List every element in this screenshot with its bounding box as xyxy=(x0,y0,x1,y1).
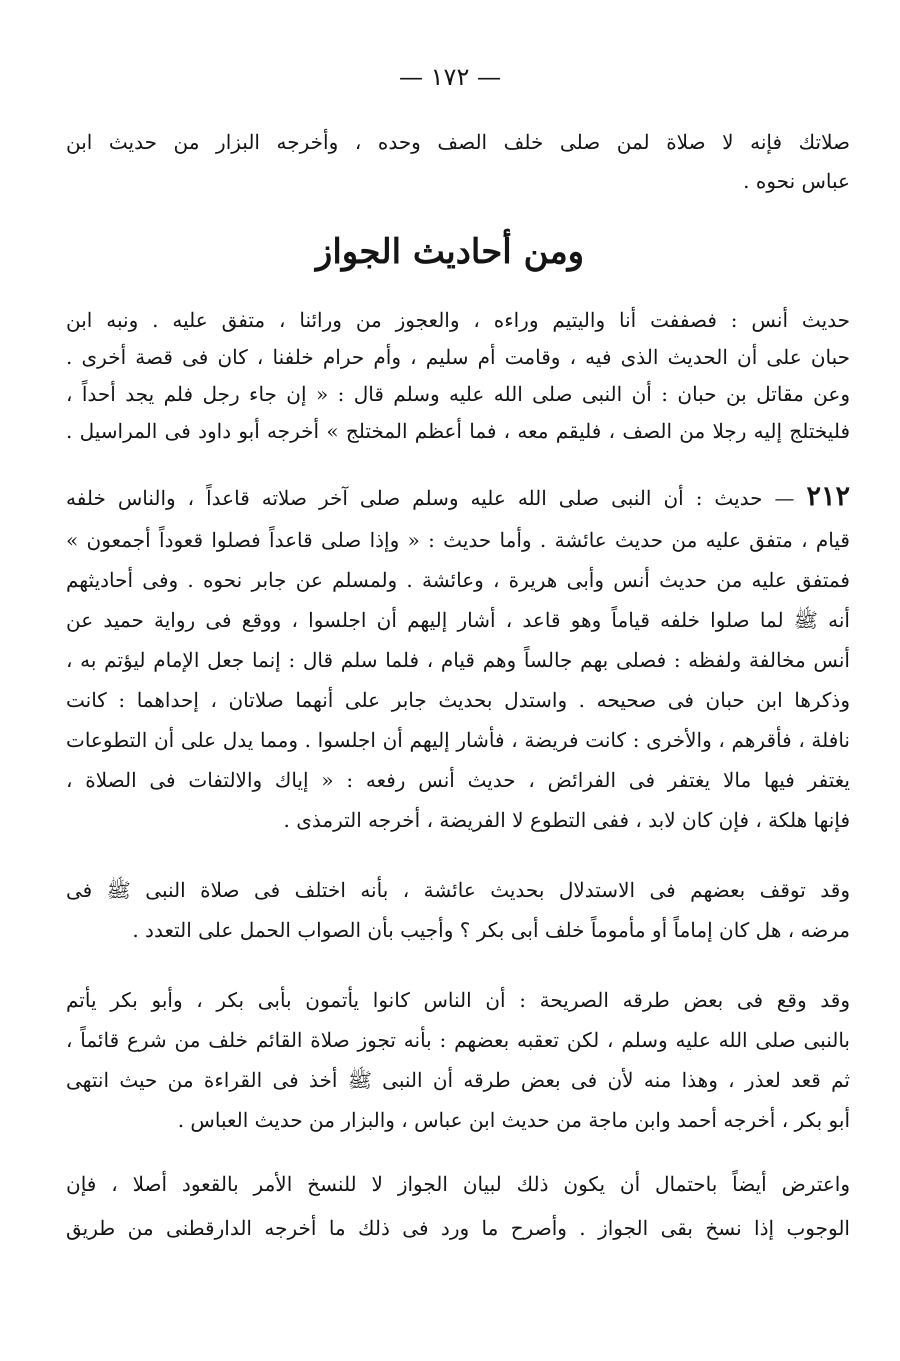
text-line: حديث أنس : فصففت أنا واليتيم وراءه ، والعجوز من ورائنا ، متفق عليه . ونبه ابن xyxy=(66,308,850,332)
text-line: وقد وقع فى بعض طرقه الصريحة : أن الناس كانوا يأتمون بأبى بكر ، وأبو بكر يأتم xyxy=(66,988,850,1012)
text-line: وذكرها ابن حبان فى صحيحه . واستدل بحديث جابر على أنهما صلاتان ، إحداهما : كانت xyxy=(66,688,850,712)
hadith-number: ٢١٢ xyxy=(806,481,850,512)
text-line: أنه ﷺ لما صلوا خلفه قياماً وهو قاعد ، أشار إليهم أن اجلسوا ، ووقع فى رواية حميد عن xyxy=(66,608,850,632)
text-segment: — حديث : أن النبى صلى الله عليه وسلم صلى آخر صلاته قاعداً ، والناس خلفه xyxy=(66,486,795,510)
text-line: فإنها هلكة ، فإن كان لابد ، ففى التطوع لا الفريضة ، أخرجه الترمذى . xyxy=(283,808,850,832)
text-line: عباس نحوه . xyxy=(743,169,850,193)
page-number: — ١٧٢ — xyxy=(399,63,501,91)
text-line: يغتفر فيها مالا يغتفر فى الفرائض ، حديث أنس رفعه : « إياك والالتفات فى الصلاة ، xyxy=(66,768,850,792)
text-line: وقد توقف بعضهم فى الاستدلال بحديث عائشة ، بأنه اختلف فى صلاة النبى ﷺ فى xyxy=(66,878,850,902)
text-line: ثم قعد لعذر ، وهذا منه لأن فى بعض طرقه أن النبى ﷺ أخذ فى القراءة من حيث انتهى xyxy=(66,1068,850,1092)
text-line: نافلة ، فأقرهم ، والأخرى : كانت فريضة ، فأشار إليهم أن اجلسوا . ومما يدل على أن التطوعات xyxy=(66,728,850,752)
text-line: صلاتك فإنه لا صلاة لمن صلى خلف الصف وحده ، وأخرجه البزار من حديث ابن xyxy=(66,130,850,154)
section-heading: ومن أحاديث الجواز xyxy=(315,232,585,272)
text-line xyxy=(66,479,850,516)
text-line: أنس مخالفة ولفظه : فصلى بهم جالساً وهم قيام ، فلما سلم قال : إنما جعل الإمام ليؤتم به ، xyxy=(66,648,850,672)
text-line: قيام ، متفق عليه من حديث عائشة . وأما حديث : « وإذا صلى قاعداً فصلوا قعوداً أجمعون » xyxy=(66,528,850,552)
text-line: واعترض أيضاً باحتمال أن يكون ذلك لبيان الجواز لا للنسخ الأمر بالقعود أصلا ، فإن xyxy=(66,1172,850,1196)
text-line: بالنبى صلى الله عليه وسلم ، لكن تعقبه بعضهم : بأنه تجوز صلاة القائم خلف من شرع قائماً ، xyxy=(66,1028,850,1052)
text-line: الوجوب إذا نسخ بقى الجواز . وأصرح ما ورد فى ذلك ما أخرجه الدارقطنى من طريق xyxy=(66,1216,850,1240)
text-line: أبو بكر ، أخرجه أحمد وابن ماجة من حديث ابن عباس ، والبزار من حديث العباس . xyxy=(177,1108,850,1132)
text-line: وعن مقاتل بن حبان : أن النبى صلى الله عليه وسلم قال : « إن جاء رجل فلم يجد أحداً ، xyxy=(66,382,850,406)
text-line: فليختلج إليه رجلا من الصف ، فليقم معه ، فما أعظم المختلج » أخرجه أبو داود فى المراسيل . xyxy=(66,419,850,443)
text-line: مرضه ، هل كان إماماً أو مأموماً خلف أبى بكر ؟ وأجيب بأن الصواب الحمل على التعدد . xyxy=(132,918,850,942)
text-line: فمتفق عليه من حديث أنس وأبى هريرة ، وعائشة . ولمسلم عن جابر نحوه . وفى أحاديثهم xyxy=(66,568,850,592)
text-line: حبان على أن الحديث الذى فيه ، وقامت أم سليم ، وأم حرام خلفنا ، كان فى قصة أخرى . xyxy=(66,345,850,369)
